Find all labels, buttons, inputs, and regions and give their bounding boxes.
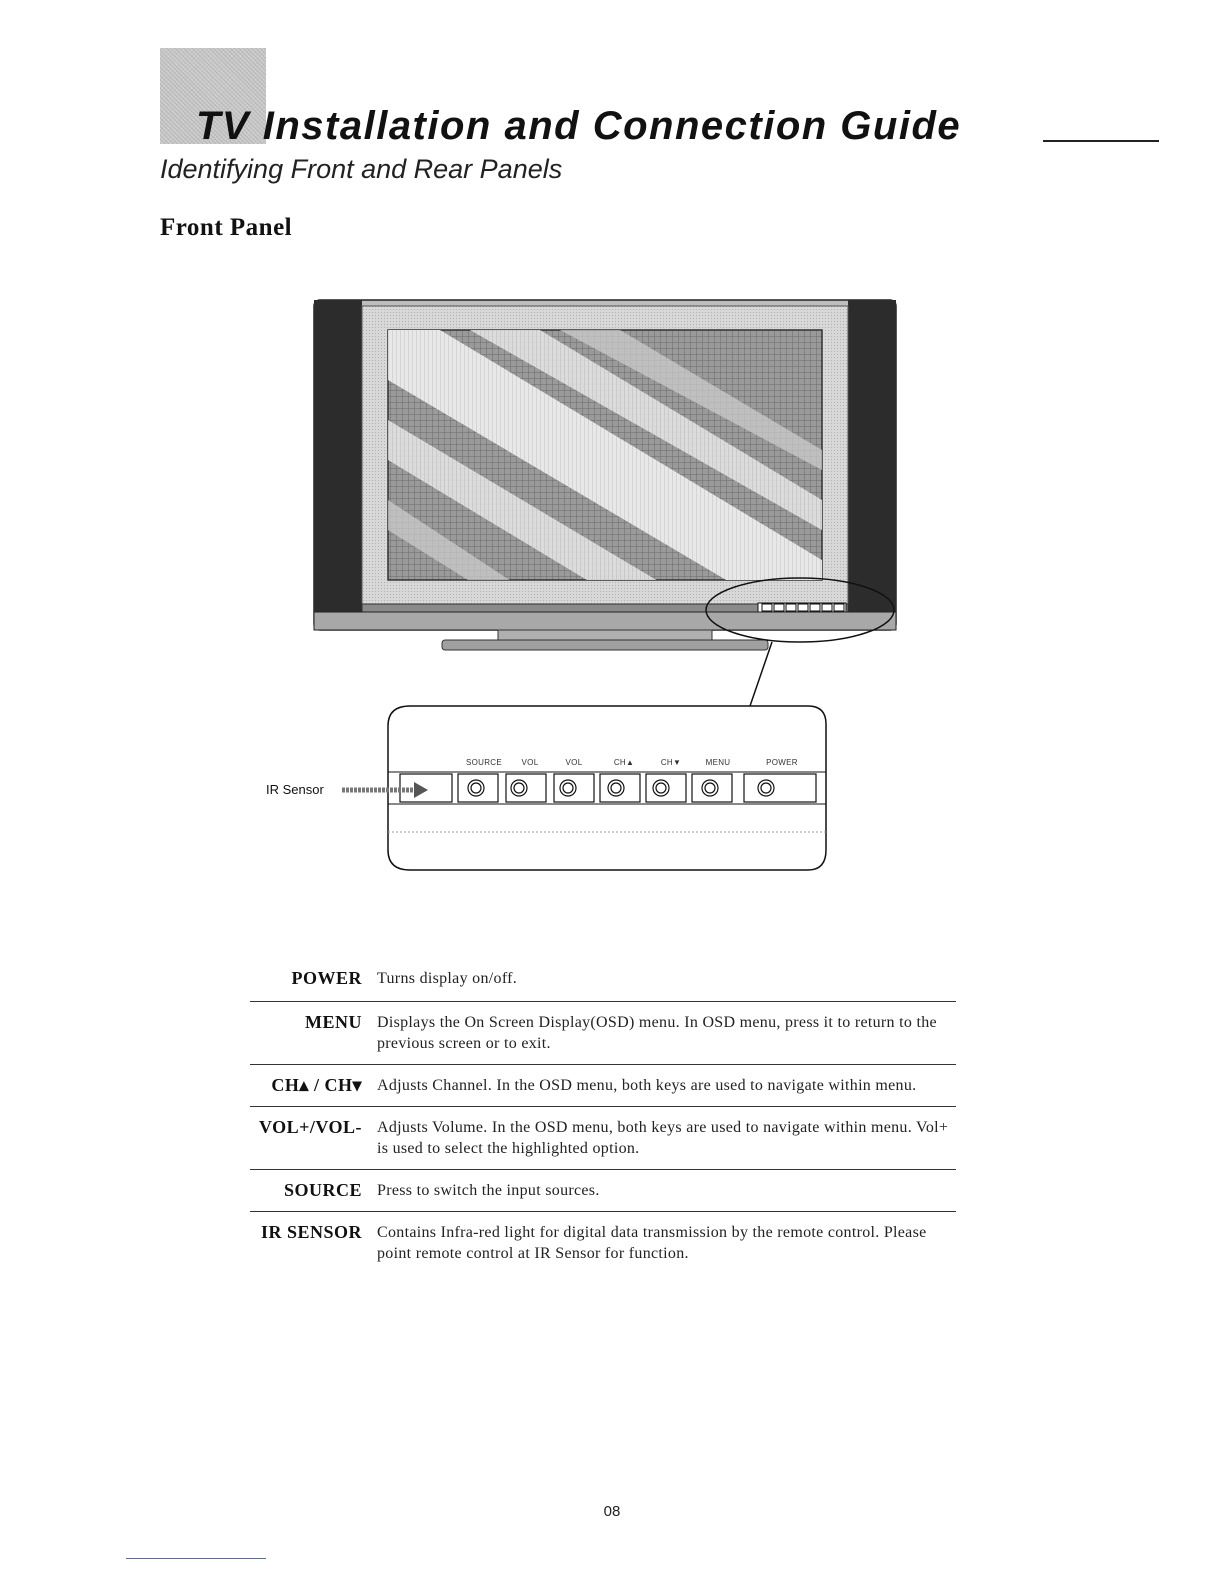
button-label-power: POWER	[766, 758, 798, 767]
title-rule	[1043, 140, 1159, 142]
page-title: TV Installation and Connection Guide	[196, 104, 962, 148]
button-label-ch-up: CH▲	[613, 758, 635, 767]
footer-rule	[126, 1558, 266, 1559]
legend-description: Adjusts Channel. In the OSD menu, both keys are used to navigate within menu.	[377, 1077, 917, 1094]
legend-term: CH▴ / CH▾	[271, 1075, 362, 1095]
ir-sensor-label: IR Sensor	[266, 782, 324, 797]
panel-buttons	[458, 774, 816, 802]
legend-row-volume	[250, 1107, 956, 1170]
legend-term: IR SENSOR	[260, 1222, 362, 1242]
legend-description: Press to switch the input sources.	[377, 1182, 600, 1199]
control-legend	[250, 962, 956, 1274]
button-label-source: SOURCE	[465, 758, 503, 767]
legend-term: MENU	[305, 1012, 362, 1032]
legend-description: Displays the On Screen Display(OSD) menu. In OSD menu, press it to return to the previous screen or to exit.	[377, 1014, 937, 1052]
tv-screen	[388, 330, 822, 600]
ir-sensor-arrow	[342, 782, 428, 798]
legend-description: Contains Infra-red light for digital data transmission by the remote control. Please point remote control at IR Sensor for function.	[377, 1224, 927, 1262]
section-heading: Front Panel	[160, 214, 293, 241]
legend-row-source	[250, 1170, 956, 1212]
legend-row-menu	[250, 1002, 956, 1065]
page-subtitle: Identifying Front and Rear Panels	[160, 154, 563, 184]
button-label-ch-down: CH▼	[660, 758, 682, 767]
button-label-vol-plus: VOL	[565, 758, 583, 767]
legend-description: Turns display on/off.	[377, 970, 518, 987]
tv-stand	[442, 630, 768, 650]
legend-term: POWER	[291, 968, 362, 988]
page-number: 08	[603, 1503, 621, 1520]
legend-description: Adjusts Volume. In the OSD menu, both keys are used to navigate within menu. Vol+ is used to select the highlighted option.	[377, 1119, 949, 1157]
legend-row-ir-sensor	[250, 1212, 956, 1274]
button-label-menu: MENU	[705, 758, 731, 767]
legend-term: SOURCE	[283, 1180, 362, 1200]
button-label-vol-minus: VOL	[521, 758, 539, 767]
legend-row-power	[250, 962, 956, 1002]
tv-bottom-bezel	[314, 603, 896, 630]
panel-detail	[388, 706, 826, 870]
legend-term: VOL+/VOL-	[258, 1117, 362, 1137]
legend-row-channel	[250, 1065, 956, 1107]
